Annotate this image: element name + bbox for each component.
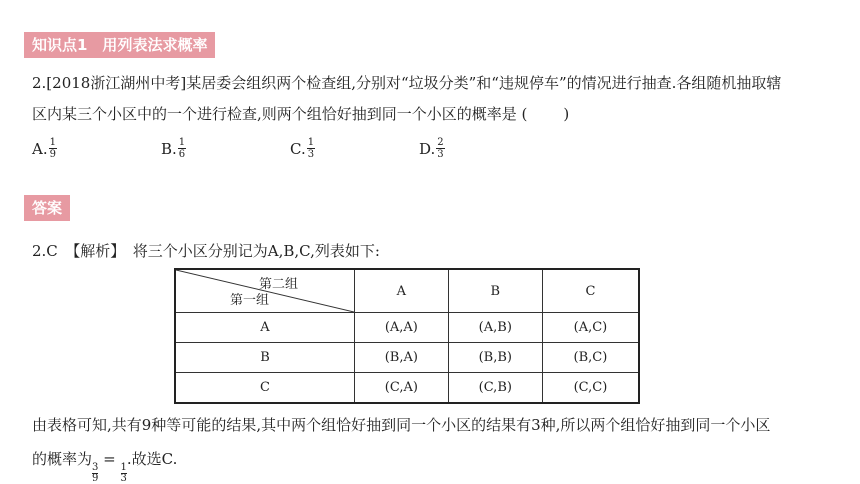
question-line-2-close: ): [563, 105, 570, 123]
table-corner-cell: [175, 269, 355, 313]
corner-label-first-group: 第一组: [230, 293, 270, 308]
column-header-b: B: [448, 269, 542, 313]
table-cell: (C,B): [448, 373, 542, 404]
table-row: [175, 343, 639, 373]
conclusion-line-1: 由表格可知,共有9种等可能的结果,其中两个组恰好抽到同一个小区的结果有3种,所以两个组恰好抽到同一个小区: [32, 416, 771, 434]
answer-head: 2.C 【解析】 将三个小区分别记为A,B,C,列表如下:: [32, 242, 380, 260]
table-row: [175, 313, 639, 343]
column-header-c: C: [542, 269, 639, 313]
option-d-label: D.: [419, 139, 436, 158]
table-cell: (A,A): [355, 313, 449, 343]
option-b-label: B.: [161, 139, 177, 158]
column-header-a: A: [355, 269, 449, 313]
conclusion-line-2: [32, 448, 177, 484]
option-b-fraction: $\frac{1}{6}$: [178, 137, 186, 160]
table-cell: (C,C): [542, 373, 639, 404]
option-c: [290, 137, 316, 160]
table-cell: (B,C): [542, 343, 639, 373]
option-a-label: A.: [32, 139, 48, 158]
section-banner-knowledge-point: 知识点1 用列表法求概率: [24, 32, 215, 58]
option-c-fraction: $\frac{1}{3}$: [307, 137, 315, 160]
fraction-one-third: $\frac{1}{3}$: [120, 462, 127, 484]
section-banner-answer: 答案: [24, 195, 70, 221]
option-d-fraction: $\frac{2}{3}$: [437, 137, 444, 160]
option-c-label: C.: [290, 139, 306, 158]
table-cell: (B,B): [448, 343, 542, 373]
conclusion-end: .故选C.: [126, 450, 178, 468]
option-a: [32, 137, 58, 160]
option-a-fraction: $\frac{1}{9}$: [49, 137, 56, 160]
question-line-2: [32, 103, 569, 124]
question-line-2-text: 区内某三个小区中的一个进行检查,则两个组恰好抽到同一个小区的概率是 (: [32, 105, 528, 123]
equals-sign: =: [103, 450, 116, 468]
option-d: [419, 137, 446, 160]
corner-label-second-group: 第二组: [258, 277, 298, 292]
option-b: [161, 137, 187, 160]
conclusion-text: 的概率为: [32, 450, 93, 468]
question-line-1: 2.[2018浙江湖州中考]某居委会组织两个检查组,分别对“垃圾分类”和“违规停车”的情况进行抽查.各组随机抽取辖: [32, 74, 782, 92]
table-cell: (C,A): [355, 373, 449, 404]
table-cell: (A,C): [542, 313, 639, 343]
row-header-c: C: [175, 373, 355, 404]
row-header-a: A: [175, 313, 355, 343]
table-cell: (B,A): [355, 343, 449, 373]
table-cell: (A,B): [448, 313, 542, 343]
fraction-three-ninths: $\frac{3}{9}$: [92, 462, 99, 484]
outcome-table: [174, 268, 640, 404]
row-header-b: B: [175, 343, 355, 373]
table-row: [175, 373, 639, 404]
